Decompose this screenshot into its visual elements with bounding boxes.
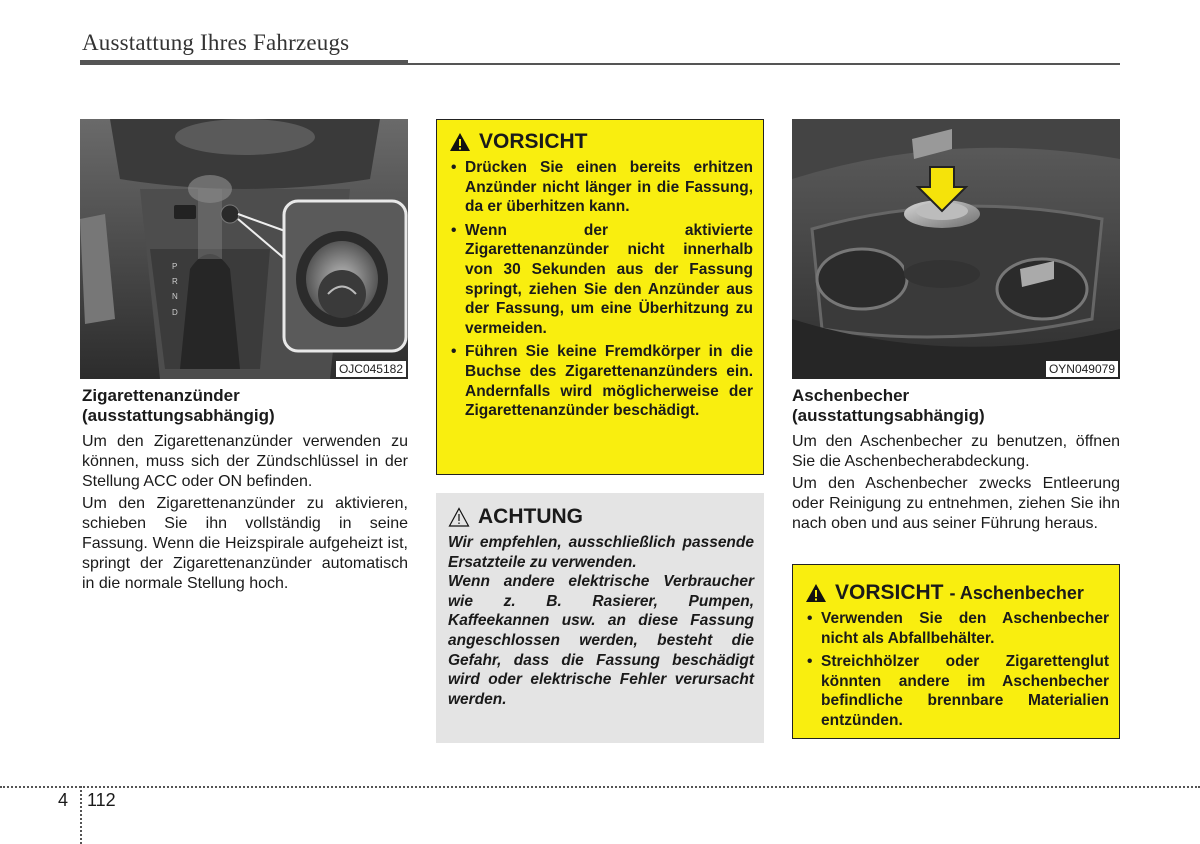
cigarette-lighter-para1: Um den Zigarettenanzünder verwenden zu können, muss sich der Zündschlüssel in der Stellung ACC oder ON befinden. [82, 433, 408, 490]
notice-para1: Wir empfehlen, ausschließlich passende Ersatzteile zu verwenden. [448, 534, 754, 571]
caution-item-2: • Wenn der aktivierte Zigarettenanzünder nicht innerhalb von 30 Sekunden aus der Fassung springt, ziehen Sie den Anzünder aus der Fassung, um eine Überhitzung zu vermeiden. [449, 221, 753, 339]
ashtray-heading-line1: Aschenbecher [792, 386, 910, 405]
caution-box-ashtray [792, 564, 1120, 739]
header-rule-thick [80, 60, 408, 65]
ashtray-caution-item-2: • Streichhölzer oder Zigarettenglut könnten andere im Aschenbecher befindliche brennbare Materialien entzünden. [805, 652, 1109, 730]
notice-box-lighter [436, 493, 764, 743]
ashtray-heading-line2: (ausstattungsabhängig) [792, 406, 985, 425]
ashtray-photo [792, 119, 1120, 379]
page-number: 112 [87, 790, 116, 810]
warning-triangle-icon [805, 583, 827, 603]
caution-item-3: • Führen Sie keine Fremdkörper in die Buchse des Zigarettenanzünders ein. Andernfalls wird möglicherweise der Zigarettenanzünder beschädigt. [449, 342, 753, 420]
ashtray-caution-subtitle: - Aschenbecher [949, 582, 1084, 603]
ashtray-heading [792, 386, 1120, 426]
gear-label-r: R [172, 277, 178, 286]
caution-box-lighter [436, 119, 764, 475]
warning-triangle-icon [449, 132, 471, 152]
right-photo-caption: OYN049079 [1046, 361, 1118, 377]
gear-label-d: D [172, 308, 178, 317]
ashtray-para2: Um den Aschenbecher zwecks Entleerung oder Reinigung zu entnehmen, ziehen Sie ihn nach oben und aus seiner Führung heraus. [792, 475, 1120, 532]
page-section-number: 4 [58, 790, 69, 810]
gear-label-p: P [172, 262, 178, 271]
cigarette-lighter-para2: Um den Zigarettenanzünder zu aktivieren, schieben Sie ihn vollständig in seine Fassung. Wenn die Heizspirale aufgeheizt ist, springt der Zigarettenanzünder automatisch in die normale Stellung hoch. [82, 495, 408, 592]
caution-title-text: VORSICHT [479, 130, 588, 153]
cigarette-lighter-heading-line1: Zigarettenanzünder [82, 386, 240, 405]
notice-title-text: ACHTUNG [478, 505, 583, 528]
ashtray-para1: Um den Aschenbecher zu benutzen, öffnen Sie die Aschenbecherabdeckung. [792, 433, 1120, 470]
notice-para2: Wenn andere elektrische Verbraucher wie z. B. Rasierer, Pumpen, Kaffeekannen usw. an diese Fassung angeschlossen werden, besteht die Gefahr, dass die Fassung beschädigt wird oder elektrische Fehler verursacht werden. [448, 573, 754, 708]
left-photo-caption: OJC045182 [336, 361, 406, 377]
footer-dotted-rule [0, 786, 1200, 788]
caution-item-1: • Drücken Sie einen bereits erhitzen Anzünder nicht länger in die Fassung, da er überhitzen kann. [449, 158, 753, 217]
footer-dotted-divider [80, 786, 82, 844]
gear-label-n: N [172, 292, 178, 301]
cigarette-lighter-heading-line2: (ausstattungsabhängig) [82, 406, 275, 425]
notice-triangle-icon [448, 507, 470, 527]
caution-box-lighter-title [449, 130, 753, 154]
cigarette-lighter-photo [80, 119, 408, 379]
notice-box-title [448, 505, 754, 529]
ashtray-caution-title: VORSICHT [835, 581, 944, 604]
header-rule-thin [408, 63, 1120, 65]
caution-list-ashtray [805, 609, 1109, 731]
caution-list-lighter [449, 158, 753, 421]
caution-box-ashtray-title [805, 581, 1109, 605]
page-header-title: Ausstattung Ihres Fahrzeugs [82, 30, 350, 55]
cigarette-lighter-heading [82, 386, 408, 426]
ashtray-caution-item-1: • Verwenden Sie den Aschenbecher nicht als Abfallbehälter. [805, 609, 1109, 648]
